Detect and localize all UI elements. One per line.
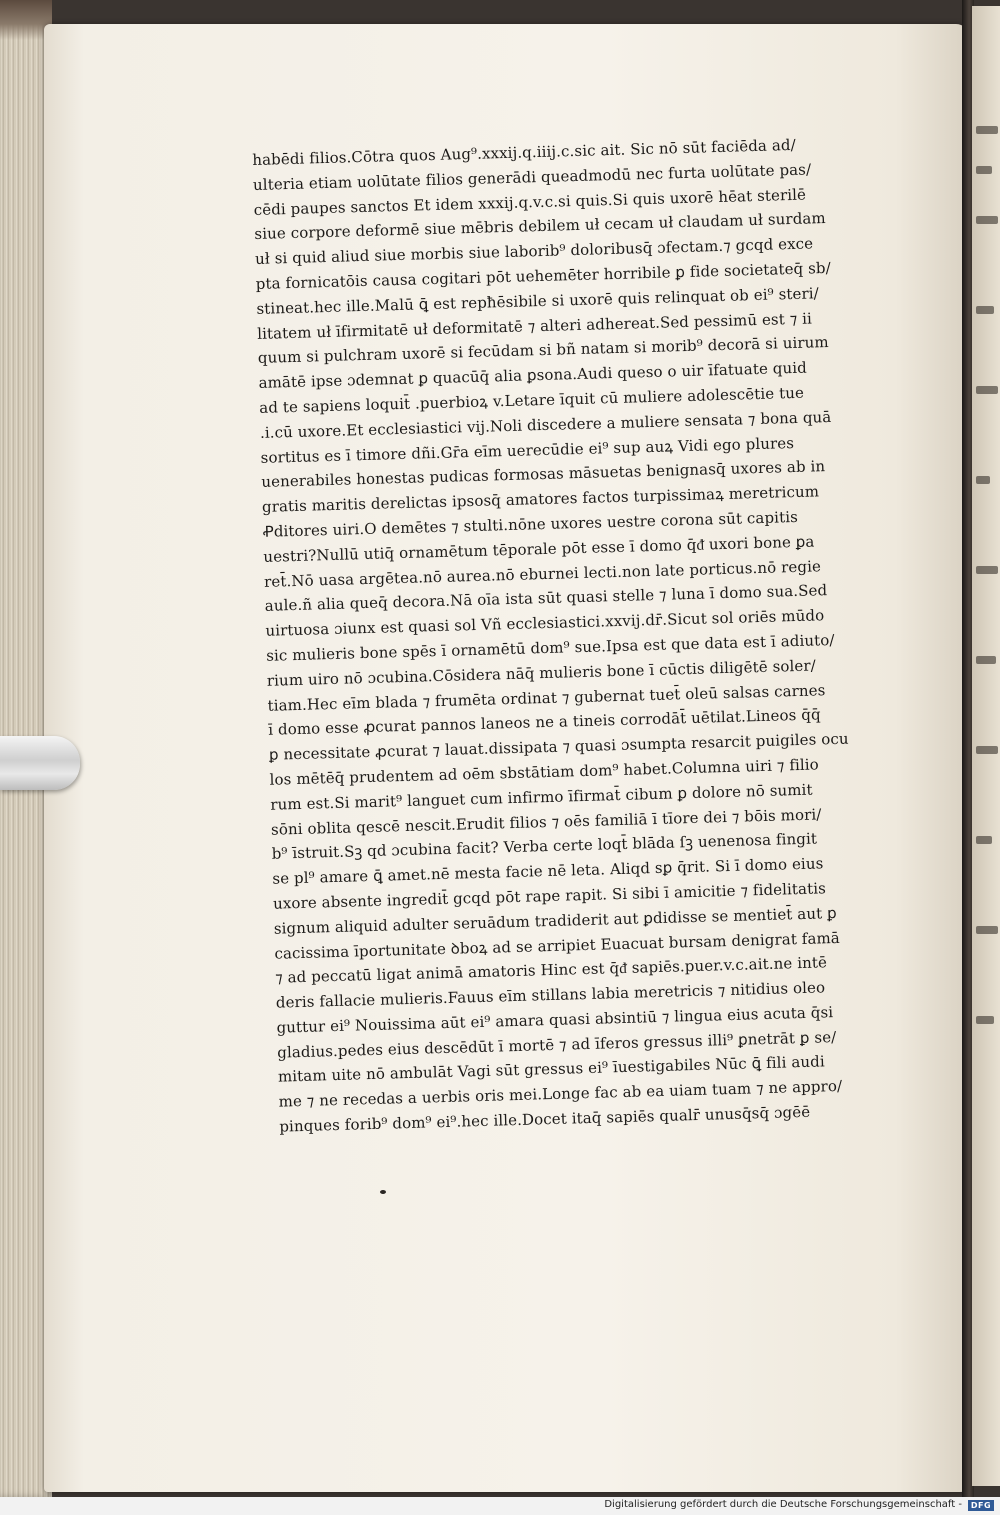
text-line: litatem uł īfirmitatē uł deformitatē ⁊ alteri adhereat.Sed pessimū est ⁊ ii: [256, 309, 813, 343]
dfg-logo-icon: DFG: [968, 1500, 994, 1511]
funding-credit: Digitalisierung gefördert durch die Deutsche Forschungsgemeinschaft -: [604, 1499, 962, 1510]
text-line: me ⁊ ne recedas a uerbis oris mei.Longe fac ab ea uiam tuam ⁊ ne appro/: [278, 1077, 843, 1111]
footer-bar: [0, 1497, 1000, 1515]
text-line: uirtuosa ɔiunx est quasi sol Vñ ecclesiastici.xxvij.dr̄.Sicut sol oriēs mūdo: [265, 606, 825, 640]
text-line: uenerabiles honestas pudicas formosas māsuetas benignasq̄ uxores ab in: [261, 457, 826, 492]
page-clip: [0, 736, 80, 790]
text-line: aule.ñ alia queq̄ decora.Nā oīa ista sūt quasi stelle ⁊ luna ī domo sua.Sed: [264, 581, 828, 616]
text-line: gladius.pedes eius descēdūt ī mortē ⁊ ad īferos gressus illi⁹ ꝑnetrāt ꝑ se/: [277, 1027, 837, 1062]
page-text-block: [252, 130, 939, 1140]
text-line: sōni oblita qescē nescit.Erudit filios ⁊ oēs familiā ī tīore dei ⁊ bōis mori/: [270, 804, 822, 839]
page-mark: [380, 1190, 386, 1194]
text-line: stineat.hec ille.Malū ꝗ̄ est repħēsibile si uxorē quis relinquat ob ei⁹ steri/: [256, 284, 820, 318]
text-line: ī domo esse ꝓcurat pannos laneos ne a tineis corrodāt̄ uētilat.Lineos q̄q̄: [268, 705, 821, 740]
text-line: uxore absente ingredit̄ gcqd pōt rape rapit. Si sibi ī amicitie ⁊ fidelitatis: [272, 879, 827, 913]
text-line: ꝑ necessitate ꝓcurat ⁊ lauat.dissipata ⁊ quasi ɔsumpta resarcit puigiles ocu: [268, 729, 849, 764]
text-line: se pl⁹ amare ꝗ̄ amet.nē mesta facie nē leta. Aliqd sꝑ q̄rit. Si ī domo eius: [272, 854, 824, 888]
text-line: sic mulieris bone spēs ī ornamētū dom⁹ sue.Ipsa est que data est ī adiuto/: [265, 630, 835, 665]
text-line: cacissima īportunitate ꝺboꝝ ad se arripiet Euacuat bursam denigrat famā: [274, 928, 841, 963]
text-line: pta fornicatōis causa cogitari pōt uehemēter horribile ꝑ fide societateq̄ sb/: [255, 258, 832, 293]
text-line: quum si pulchram uxorē si fecūdam si bñ natam si morib⁹ decorā si uirum: [257, 333, 829, 368]
text-line: pinques forib⁹ dom⁹ ei⁹.hec ille.Docet itaq̄ sapiēs qualr̄ unusq̄sq̄ ɔgēē: [279, 1102, 811, 1136]
text-line: ret̄.Nō uasa argētea.nō aurea.nō eburnei lecti.non late porticus.nō regie: [263, 556, 822, 591]
text-line: ad te sapiens loquit̄ .puerbioꝝ v.Letare īquit cū muliere adolescētie tue: [259, 383, 805, 417]
text-line: rium uiro nō ɔcubina.Cōsidera nāq̄ mulieris bone ī cūctis diligētē soler/: [266, 656, 817, 690]
text-line: deris fallacie mulieris.Fauus eīm stillans labia meretricis ⁊ nitidius oleo: [275, 978, 826, 1012]
text-line: uestri?Nullū utiq̄ ornamētum tēporale pōt esse ī domo q̄ᵭ uxori bone ꝑa: [263, 532, 815, 566]
text-line: rum est.Si marit⁹ languet cum infirmo īfirmat̄ cibum ꝑ dolore nō sumit: [270, 780, 813, 814]
facing-page-edge: [972, 6, 1000, 1486]
text-line: Ꝓditores uiri.O demētes ⁊ stulti.nōne uxores uestre corona sūt capitis: [262, 507, 799, 541]
text-line: mitam uite nō ambulāt Vagi sūt gressus ei⁹ īuestigabiles Nūc ꝗ̄ fili audi: [277, 1052, 825, 1087]
text-line: cēdi paupes sanctos Et idem xxxij.q.v.c.si quis.Si quis uxorē hēat sterilē: [253, 185, 807, 219]
text-line: los mētēq̄ prudentem ad oēm sbstātiam dom⁹ habet.Columna uiri ⁊ filio: [269, 755, 820, 789]
text-line: b⁹ īstruit.Sꝫ qd ɔcubina facit? Verba certe loqt̄ blāda ſꝫ uenenosa fingit: [271, 829, 818, 864]
text-line: gratis maritis derelictas ipsosq̄ amatores factos turpissimaꝝ meretricum: [261, 482, 820, 517]
text-line: amātē ipse ɔdemnat ꝑ quacūq̄ alia ꝑsona.Audi queso o uir īfatuate quid: [258, 358, 808, 393]
text-line: .i.cū uxore.Et ecclesiastici vij.Noli discedere a muliere sensata ⁊ bona quā: [259, 407, 832, 442]
text-line: habēdi filios.Cōtra quos Aug⁹.xxxij.q.iiij.c.sic ait. Sic nō sūt faciēda ad/: [252, 135, 796, 169]
text-line: tiam.Hec eīm blada ⁊ frumēta ordinat ⁊ gubernat tuet̄ oleū salsas carnes: [267, 680, 826, 715]
text-line: ⁊ ad peccatū ligat animā amatoris Hinc est q̄ᵭ sapiēs.puer.v.c.ait.ne intē: [274, 953, 828, 987]
text-line: uł si quid aliud siue morbis siue laborib⁹ doloribusq̄ ɔfectam.⁊ gcqd exce: [254, 234, 814, 269]
text-line: signum aliquid adulter seruādum tradiderit aut ꝑdidisse se mentiet̄ aut ꝑ: [273, 903, 837, 938]
text-line: ulteria etiam uolūtate filios generādi queadmodū nec furta uolūtate pas/: [252, 160, 812, 194]
text-line: sortitus es ī timore dñi.Gr̄a eīm uerecūdie ei⁹ sup auꝝ Vidi ego plures: [260, 433, 795, 467]
text-line: guttur ei⁹ Nouissima aūt ei⁹ amara quasi absintiū ⁊ lingua eius acuta q̄si: [276, 1003, 834, 1037]
text-line: siue corpore deformē siue mēbris debilem uł cecam uł claudam uł surdam: [254, 209, 827, 244]
